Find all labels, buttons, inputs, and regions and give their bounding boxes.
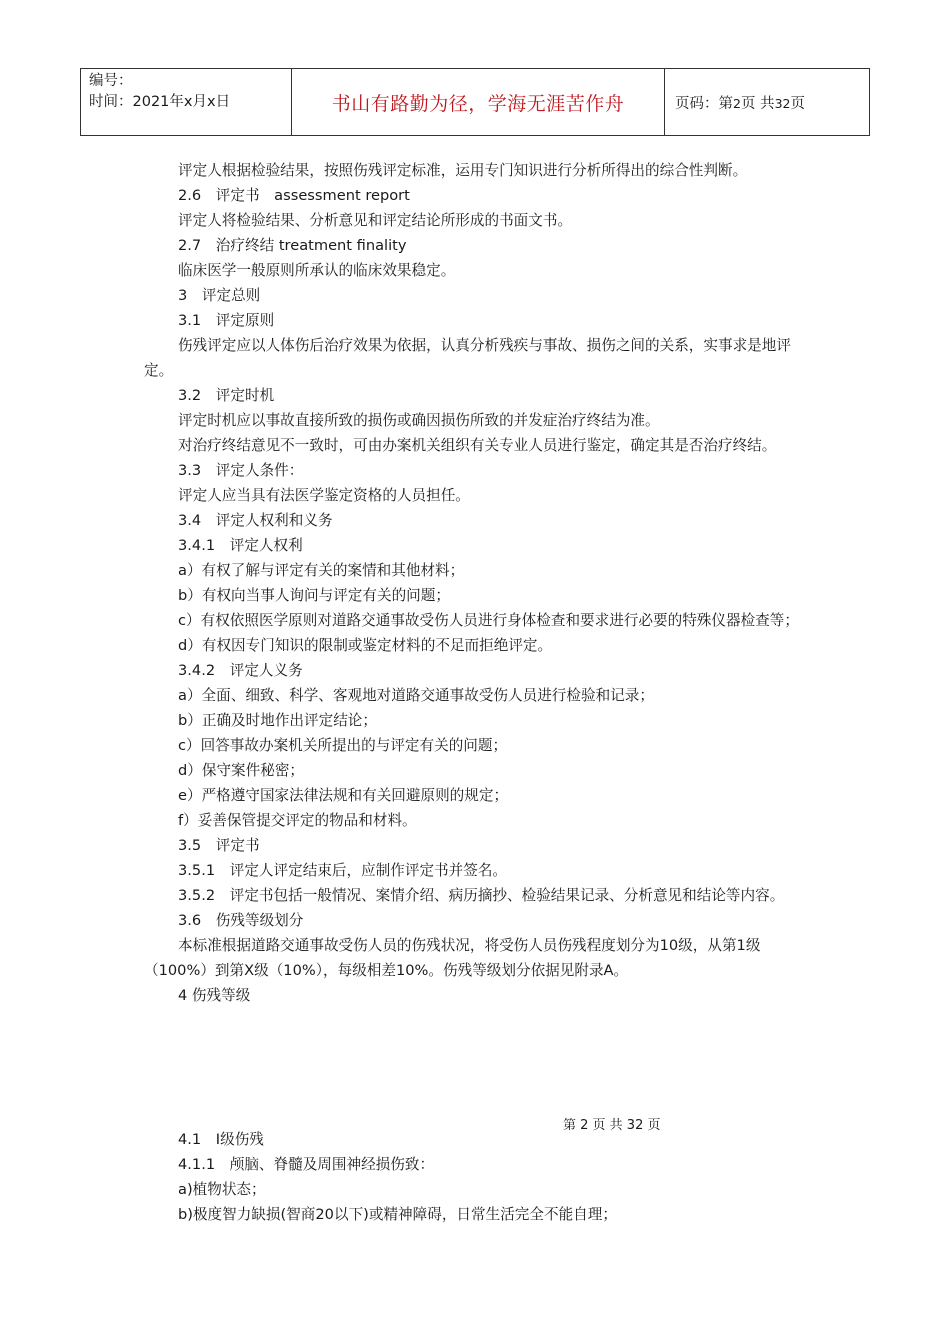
paragraph: 伤残评定应以人体伤后治疗效果为依据，认真分析残疾与事故、损伤之间的关系，实事求是地评定。: [144, 337, 791, 379]
list-item: b）正确及时地作出评定结论；: [178, 712, 377, 729]
page-label-suffix: 页: [790, 95, 805, 112]
paragraph: 本标准根据道路交通事故受伤人员的伤残状况，将受伤人员伤残程度划分为10级，从第1级（100%）到第X级（10%），每级相差10%。伤残等级划分依据见附录A。: [144, 937, 761, 979]
list-item: a）有权了解与评定有关的案情和其他材料；: [178, 562, 465, 579]
paragraph: 对治疗终结意见不一致时，可由办案机关组织有关专业人员进行鉴定，确定其是否治疗终结。: [178, 437, 777, 454]
section-heading: 3.3 评定人条件：: [178, 462, 304, 479]
paragraph: 评定时机应以事故直接所致的损伤或确因损伤所致的并发症治疗终结为准。: [178, 412, 660, 429]
code-label: 编号：: [89, 73, 133, 89]
page-total: 32: [774, 95, 791, 111]
section-heading: 3.4.2 评定人义务: [178, 662, 303, 679]
section-heading: 4 伤残等级: [178, 987, 251, 1004]
section-heading: 3.2 评定时机: [178, 387, 275, 404]
list-item: d）保守案件秘密；: [178, 762, 305, 779]
list-item: d）有权因专门知识的限制或鉴定材料的不足而拒绝评定。: [178, 637, 553, 654]
list-item: b)极度智力缺损(智商20以下)或精神障碍，日常生活完全不能自理；: [178, 1206, 617, 1223]
section-heading: 3.6 伤残等级划分: [178, 912, 304, 929]
motto-cell: [292, 69, 665, 136]
section-heading: 2.6 评定书 assessment report: [178, 187, 410, 204]
section-heading: 3.1 评定原则: [178, 312, 275, 329]
document-body: [144, 158, 814, 1008]
list-item: e）严格遵守国家法律法规和有关回避原则的规定；: [178, 787, 509, 804]
paragraph: 评定人应当具有法医学鉴定资格的人员担任。: [178, 487, 470, 504]
page-current: 2: [733, 95, 741, 111]
page-footer: 第 2 页 共 32 页: [563, 1118, 661, 1133]
page-label-mid: 页 共: [740, 95, 775, 112]
time-label: 时间：2021年x月x日: [89, 94, 231, 110]
list-item: f）妥善保管提交评定的物品和材料。: [178, 812, 417, 829]
paragraph: 3.5.2 评定书包括一般情况、案情介绍、病历摘抄、检验结果记录、分析意见和结论等内容。: [178, 887, 785, 904]
list-item: c）有权依照医学原则对道路交通事故受伤人员进行身体检查和要求进行必要的特殊仪器检查等；: [178, 612, 799, 629]
section-heading: 4.1 Ⅰ级伤残: [178, 1131, 264, 1148]
paragraph: 临床医学一般原则所承认的临床效果稳定。: [178, 262, 456, 279]
section-heading: 3 评定总则: [178, 287, 261, 304]
section-heading: 3.4 评定人权利和义务: [178, 512, 333, 529]
page-label-prefix: 页码：第: [675, 95, 733, 112]
section-heading: 2.7 治疗终结 treatment finality: [178, 237, 407, 254]
paragraph: 评定人将检验结果、分析意见和评定结论所形成的书面文书。: [178, 212, 573, 229]
section-heading: 3.5 评定书: [178, 837, 260, 854]
document-body-continued: [144, 1127, 814, 1227]
list-item: a)植物状态；: [178, 1181, 266, 1198]
section-heading: 4.1.1 颅脑、脊髓及周围神经损伤致：: [178, 1156, 435, 1173]
list-item: c）回答事故办案机关所提出的与评定有关的问题；: [178, 737, 508, 754]
paragraph: 评定人根据检验结果，按照伤残评定标准，运用专门知识进行分析所得出的综合性判断。: [178, 162, 748, 179]
paragraph: 3.5.1 评定人评定结束后，应制作评定书并签名。: [178, 862, 508, 879]
motto-text: 书山有路勤为径，学海无涯苦作舟: [331, 92, 625, 115]
header-meta-cell: [81, 69, 292, 136]
page-number-cell: [665, 69, 870, 136]
list-item: a）全面、细致、科学、客观地对道路交通事故受伤人员进行检验和记录；: [178, 687, 654, 704]
list-item: b）有权向当事人询问与评定有关的问题；: [178, 587, 450, 604]
section-heading: 3.4.1 评定人权利: [178, 537, 303, 554]
document-header-table: [80, 68, 870, 136]
